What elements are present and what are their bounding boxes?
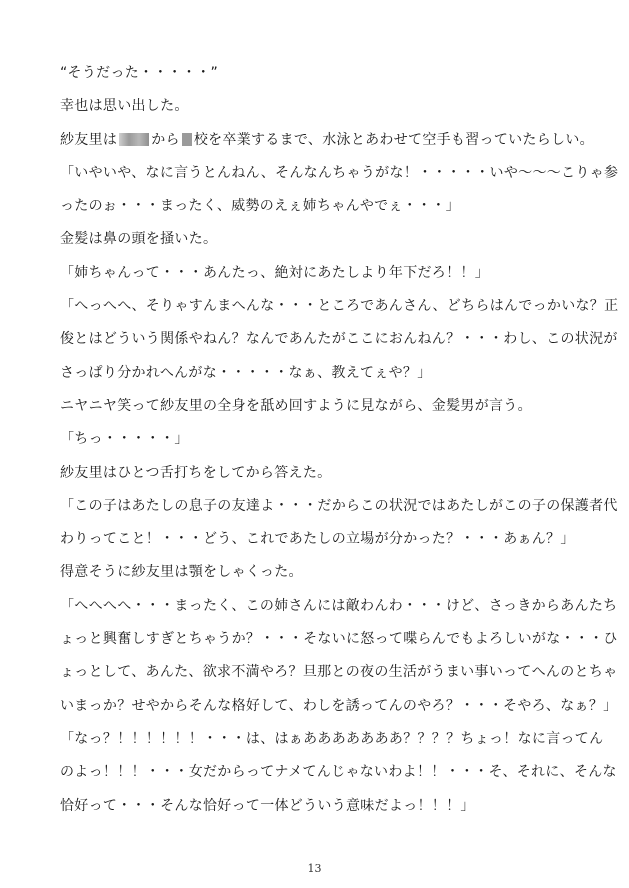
text-line: 俊とはどういう関係やねん？なんであんたがここにおんねん？・・・わし、この状況が	[60, 331, 618, 348]
text-line: 紗友里はひとつ舌打ちをしてから答えた。	[60, 464, 332, 481]
text-segment: 校を卒業するまで、水泳とあわせて空手も習っていたらしい。	[193, 131, 594, 148]
text-segment: から	[151, 131, 180, 148]
text-line: 「いやいや、なに言うとんねん、そんなんちゃうがな！・・・・・いや～～～こりゃ参	[60, 164, 619, 181]
text-line: 恰好って・・・そんな恰好って一体どういう意味だよっ！！！」	[60, 797, 475, 814]
text-segment: 紗友里は	[60, 131, 118, 148]
page-number: 13	[307, 862, 322, 875]
text-line: 「ちっ・・・・・」	[60, 431, 189, 448]
text-line: 金髪は鼻の頭を掻いた。	[60, 231, 218, 248]
text-line: 「へっへへ、そりゃすんまへんな・・・ところであんさん、どちらはんでっかいな？正	[60, 298, 619, 315]
text-line: 幸也は思い出した。	[60, 98, 189, 115]
redaction-blur	[182, 133, 192, 146]
text-line: 「この子はあたしの息子の友達よ・・・だからこの状況ではあたしがこの子の保護者代	[60, 497, 618, 514]
text-line: 「なっ？！！！！！！・・・は、はぁあああああああ？？？？ちょっ！なに言ってん	[60, 730, 604, 747]
text-line: 「へへへへ・・・まったく、この姉さんには敵わんわ・・・けど、さっきからあんたち	[60, 597, 618, 614]
text-line: 「姉ちゃんって・・・あんたっ、絶対にあたしより年下だろ！！」	[60, 264, 489, 281]
text-line: わりってこと！・・・どう、これであたしの立場が分かった？・・・あぁん？」	[60, 531, 575, 548]
text-line: ょっとして、あんた、欲求不満やろ？旦那との夜の生活がうまい事いってへんのとちゃ	[60, 664, 618, 681]
text-line: ったのぉ・・・まったく、威勢のえぇ姉ちゃんやでぇ・・・」	[60, 198, 460, 215]
text-line-redacted	[60, 129, 600, 162]
text-line: “そうだった・・・・・”	[60, 65, 219, 81]
text-line: さっぱり分かれへんがな・・・・・なぁ、教えてぇや？」	[60, 364, 432, 381]
text-line: 得意そうに紗友里は顎をしゃくった。	[60, 564, 303, 581]
text-line: いまっか？せやからそんな格好して、わしを誘ってんのやろ？・・・そやろ、なぁ？」	[60, 697, 618, 714]
redaction-blur	[119, 133, 149, 146]
body-text	[60, 62, 619, 828]
text-line: ニヤニヤ笑って紗友里の全身を舐め回すように見ながら、金髪男が言う。	[60, 397, 532, 414]
text-line: のよっ！！！・・・女だからってナメてんじゃないわよ！！・・・そ、それに、そんな	[60, 764, 617, 781]
text-line: ょっと興奮しすぎとちゃうか？・・・そないに怒って喋らんでもよろしいがな・・・ひ	[60, 631, 618, 648]
